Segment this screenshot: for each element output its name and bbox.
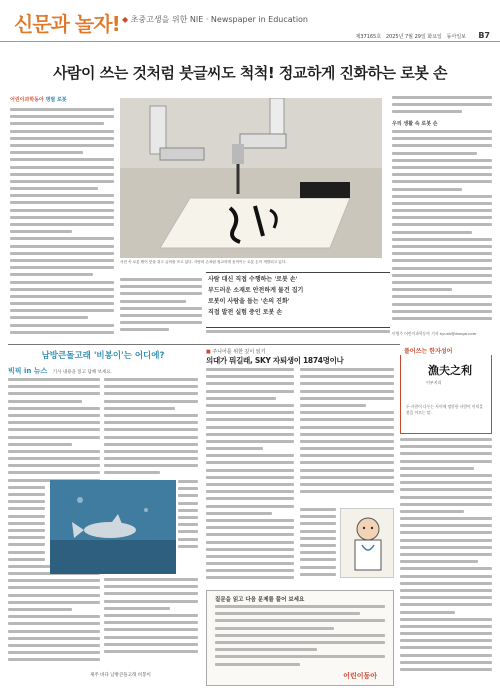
quiz-title: 질문을 읽고 다음 문제를 풀어 보세요 — [215, 597, 305, 603]
lower-mid-col2-tail — [300, 508, 336, 588]
idiom-box — [400, 344, 492, 434]
quiz-body — [215, 605, 385, 669]
byline-name: 명필 로봇 — [45, 97, 67, 103]
issue-number: 제37165호 — [355, 34, 382, 40]
label-main: 빅픽 in 뉴스 — [8, 367, 48, 375]
quiz-box — [206, 590, 394, 686]
quiz-logo: 어린이동아 — [343, 672, 377, 680]
article-byline — [10, 96, 67, 103]
article-right-body — [392, 130, 492, 326]
lower-left-note: 제주 바다 남방큰돌고래 비봉이 — [90, 673, 151, 678]
article-mid-tail — [206, 330, 390, 342]
deep-read-mark: ■ — [206, 349, 211, 355]
subhead-line: 사람 대신 직접 수행하는 '로봇 손' — [208, 276, 298, 283]
subhead-box — [206, 272, 390, 328]
lower-left-col2-bottom — [104, 578, 198, 670]
issue-date: 2025년 7월 29일 화요일 — [385, 34, 442, 40]
section-subtitle — [122, 14, 308, 25]
article-right-top — [392, 96, 492, 118]
article-mid-body — [120, 278, 202, 340]
idiom-hanja: 漁夫之利 — [428, 364, 472, 377]
lower-mid-col1 — [206, 368, 294, 588]
lower-left-title: 남방큰돌고래 '비봉이'는 어디에? — [41, 351, 165, 361]
subhead-line: 직접 발전 실험 중인 로봇 손 — [208, 309, 283, 316]
article-left-body — [10, 108, 114, 340]
section-logo: 신문과 놀자! — [14, 12, 120, 36]
robot-calligraphy-photo — [120, 98, 382, 258]
page-header — [0, 0, 500, 42]
deep-read-label: 주니어를 위한 깊이 읽기 — [212, 349, 266, 355]
deep-read-title: 의대가 뭐길래, SKY 자퇴생이 1874명이나 — [206, 356, 344, 365]
subtitle-mark: ◆ — [122, 15, 129, 24]
right-blockquote: 우리 생활 속 로봇 손 — [392, 121, 438, 127]
issue-meta — [356, 33, 467, 40]
lower-left-label — [8, 366, 112, 376]
deep-read-head — [206, 348, 265, 355]
photo-caption: 사진 속 로봇 팔이 붓을 쥐고 글씨를 쓰고 있다. 사람의 손처럼 정교하게 움직이는 로봇 손이 개발되고 있다. — [120, 260, 287, 264]
lower-left-col2 — [104, 378, 198, 478]
idiom-reading: 어부지리 — [426, 380, 442, 385]
dolphin-photo — [50, 480, 176, 574]
idiom-article-body — [400, 438, 492, 686]
article-right-footer: 이병주 어린이과학동아 기자 hyunk@donga.com — [392, 331, 477, 336]
subtitle-text: 초중고생을 위한 NIE · Newspaper in Education — [130, 15, 309, 24]
subhead-line: 부드러운 소재로 안전하게 물건 집기 — [208, 287, 304, 294]
idiom-meaning: 두 사람이 다투는 사이에 엉뚱한 사람이 이익을 봄을 이르는 말. — [406, 404, 483, 415]
page-number: B7 — [478, 31, 490, 40]
idiom-box-title: 풀어쓰는 한자성어 — [400, 344, 492, 355]
label-sub: 기사 내용을 읽고 답해 보세요. — [52, 370, 113, 375]
subhead-line: 로봇이 사람을 돕는 '손의 진화' — [208, 298, 290, 305]
paper-name: 동아일보 — [446, 34, 466, 40]
doctor-cartoon — [340, 508, 394, 578]
lower-mid-col2 — [300, 368, 394, 504]
main-headline: 사람이 쓰는 것처럼 붓글씨도 척척! 정교하게 진화하는 로봇 손 — [53, 64, 447, 82]
byline-prefix: 어린이과학동아 — [10, 97, 44, 103]
